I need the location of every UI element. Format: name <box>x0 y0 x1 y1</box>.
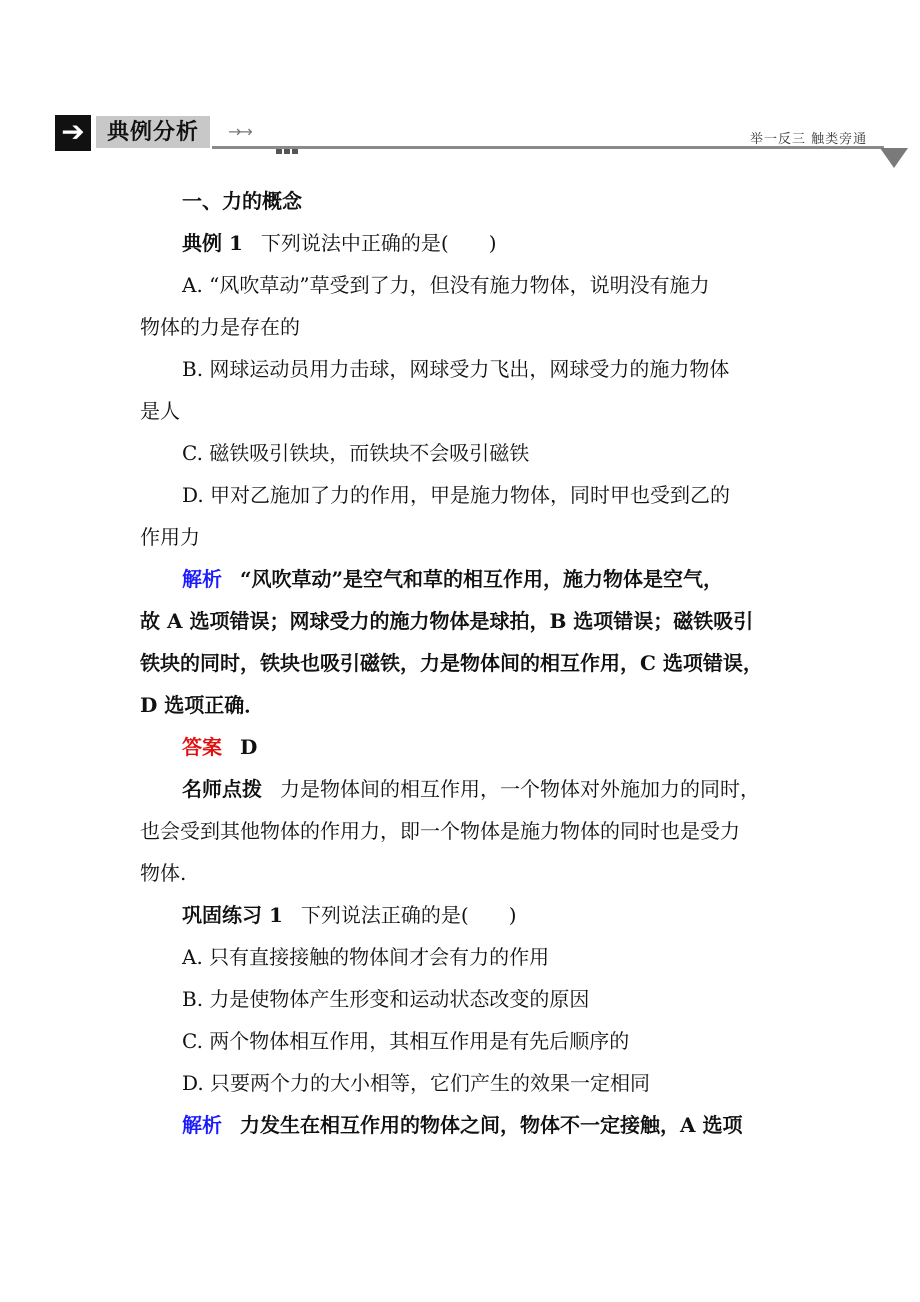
example-option-c: C. 磁铁吸引铁块，而铁块不会吸引磁铁 <box>182 441 530 465</box>
example-question <box>140 222 800 264</box>
corner-triangle-icon <box>880 148 908 168</box>
header-tagline: 举一反三 触类旁通 <box>750 132 868 147</box>
practice-option-c: C. 两个物体相互作用，其相互作用是有先后顺序的 <box>182 1029 630 1053</box>
answer-label: 答案 <box>182 735 222 759</box>
teacher-tip <box>140 768 800 810</box>
example-answer <box>140 726 800 768</box>
analysis-cont-3: D 选项正确． <box>140 693 265 717</box>
example-option-a: A. “风吹草动”草受到了力，但没有施力物体，说明没有施力 <box>182 273 710 297</box>
analysis-label: 解析 <box>182 567 222 591</box>
document-body <box>140 180 800 1146</box>
example-option-d-cont: 作用力 <box>140 525 200 549</box>
example-option-d: D. 甲对乙施加了力的作用，甲是施力物体，同时甲也受到乙的 <box>182 483 731 507</box>
practice-option-a: A. 只有直接接触的物体间才会有力的作用 <box>182 945 550 969</box>
example-question-text: 下列说法中正确的是( ) <box>260 231 497 255</box>
example-option-b-cont: 是人 <box>140 399 180 423</box>
section-title: 典例分析 <box>96 116 210 148</box>
practice-analysis-text: 力发生在相互作用的物体之间，物体不一定接触，A 选项 <box>240 1113 743 1137</box>
practice-option-b: B. 力是使物体产生形变和运动状态改变的原因 <box>182 987 590 1011</box>
practice-option-d: D. 只要两个力的大小相等，它们产生的效果一定相同 <box>182 1071 651 1095</box>
analysis-cont-1: 故 A 选项错误；网球受力的施力物体是球拍，B 选项错误；磁铁吸引 <box>140 609 754 633</box>
answer-value: D <box>240 735 258 759</box>
example-option-b: B. 网球运动员用力击球，网球受力飞出，网球受力的施力物体 <box>182 357 730 381</box>
section-heading: 一、力的概念 <box>182 189 302 213</box>
example-label: 典例 1 <box>182 231 243 255</box>
analysis-text: “风吹草动”是空气和草的相互作用，施力物体是空气， <box>240 567 724 591</box>
decorative-arrows-icon: →→ <box>228 122 251 141</box>
page-header <box>0 0 920 170</box>
analysis-cont-2: 铁块的同时，铁块也吸引磁铁，力是物体间的相互作用，C 选项错误， <box>140 651 763 675</box>
practice-question-text: 下列说法正确的是( ) <box>300 903 517 927</box>
practice-label: 巩固练习 1 <box>182 903 283 927</box>
decorative-dots-icon <box>276 139 300 145</box>
practice-question <box>140 894 800 936</box>
example-analysis <box>140 558 800 600</box>
example-option-a-cont: 物体的力是存在的 <box>140 315 300 339</box>
practice-analysis-label: 解析 <box>182 1113 222 1137</box>
tip-cont-2: 物体. <box>140 861 187 885</box>
tip-text: 力是物体间的相互作用，一个物体对外施加力的同时， <box>280 777 760 801</box>
tip-label: 名师点拨 <box>182 777 262 801</box>
practice-analysis <box>140 1104 800 1146</box>
arrow-right-icon: ➔ <box>55 115 91 151</box>
tip-cont-1: 也会受到其他物体的作用力，即一个物体是施力物体的同时也是受力 <box>140 819 740 843</box>
